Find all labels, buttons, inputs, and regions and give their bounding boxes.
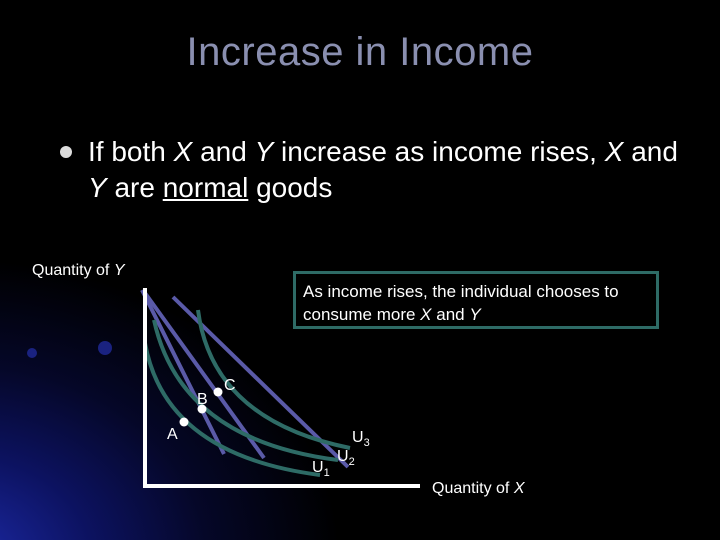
annotation-text: As income rises, the individual chooses to consume more <box>303 282 619 324</box>
bullet-text-part: increase as income rises, <box>273 136 605 167</box>
curve-label-u1-sub: 1 <box>323 467 330 479</box>
indifference-curve-u3 <box>198 310 350 448</box>
bullet-text-part: goods <box>248 172 333 203</box>
x-axis-label-text: Quantity of <box>432 480 514 497</box>
curve-label-u3 <box>352 429 370 449</box>
curve-label-u3-sub: 3 <box>363 437 370 449</box>
slide-title: Increase in Income <box>186 30 534 74</box>
bullet-text-part: and <box>623 136 678 167</box>
bullet-var-x: X <box>604 136 624 167</box>
point-c-label: C <box>224 377 236 394</box>
annotation-var-x: X <box>420 305 432 324</box>
point-c-marker <box>214 388 223 397</box>
curve-label-u2-main: U <box>337 448 349 465</box>
bullet-text-part: are <box>106 172 163 203</box>
annotation-var-y: Y <box>469 305 481 324</box>
bullet-keyword-normal: normal <box>162 172 249 203</box>
bullet-var-y: Y <box>254 136 274 167</box>
curve-label-u3-main: U <box>352 429 364 446</box>
curve-label-u1-main: U <box>312 459 324 476</box>
curve-label-u2-sub: 2 <box>348 456 355 468</box>
point-a-marker <box>180 418 189 427</box>
bullet-text-part: and <box>192 136 255 167</box>
annotation-text: and <box>431 305 470 324</box>
bullet-text-part: If both <box>88 136 174 167</box>
point-b-label: B <box>197 391 208 408</box>
decor-dot <box>98 341 112 355</box>
bullet-var-y: Y <box>88 172 107 203</box>
x-axis-label-var: X <box>513 480 525 497</box>
y-axis-label-text: Quantity of <box>32 262 114 279</box>
point-a-label: A <box>167 426 178 443</box>
y-axis-label-var: Y <box>113 262 125 279</box>
decor-dot <box>27 348 37 358</box>
bullet-var-x: X <box>173 136 193 167</box>
